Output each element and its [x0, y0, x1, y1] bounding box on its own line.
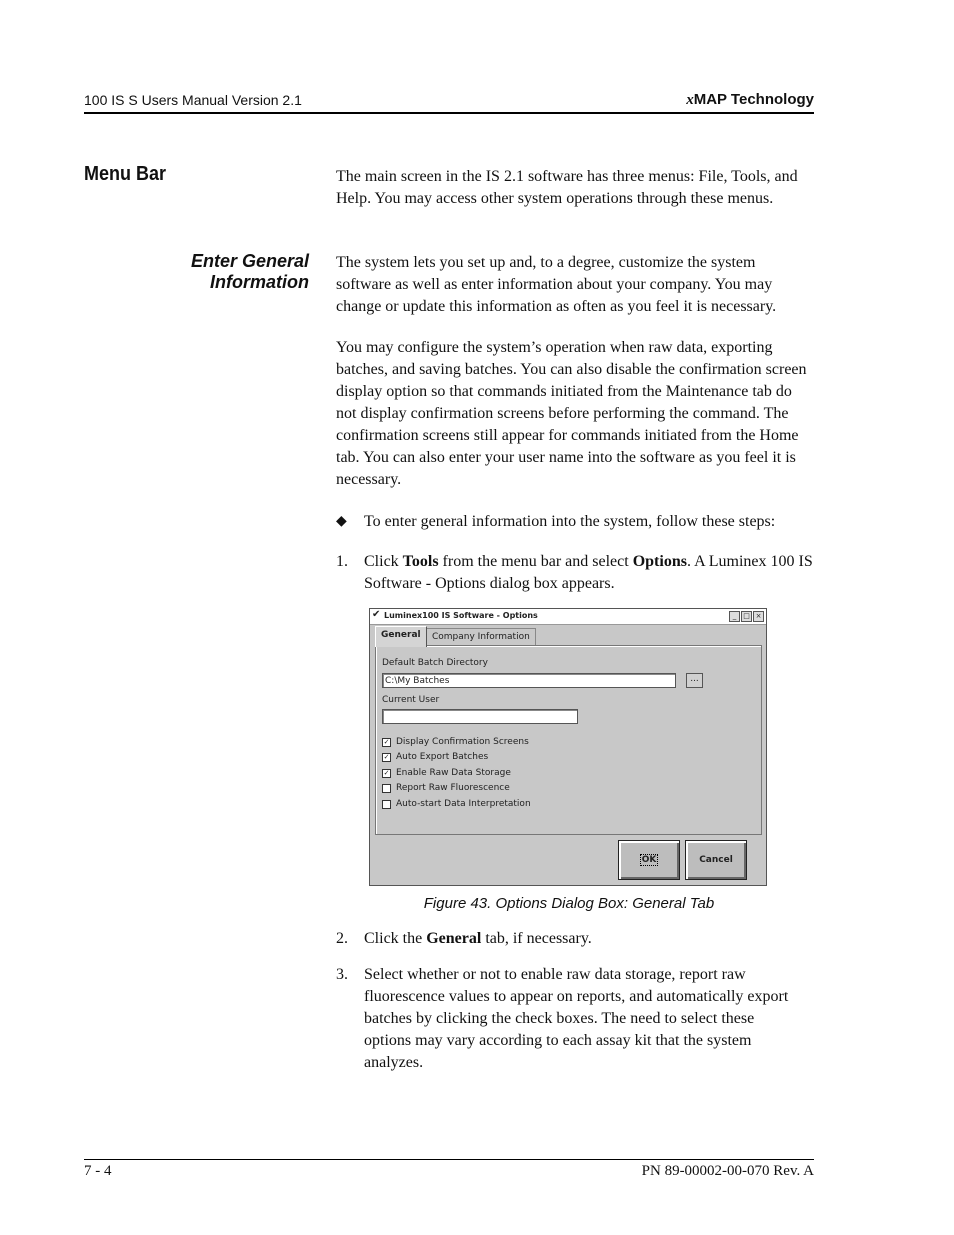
ok-label: OK — [641, 855, 657, 865]
step-3-number: 3. — [336, 966, 348, 983]
figure-caption: Figure 43. Options Dialog Box: General Tab — [423, 895, 715, 912]
checkbox-label: Report Raw Fluorescence — [396, 783, 510, 793]
window-buttons — [729, 611, 764, 622]
checkbox-box[interactable] — [382, 784, 391, 793]
checkbox-label: Auto-start Data Interpretation — [396, 799, 531, 809]
running-header-title: 100 IS S Users Manual Version 2.1 — [84, 92, 302, 108]
part-number: PN 89-00002-00-070 Rev. A — [641, 1163, 814, 1179]
step-1-text: Click Tools from the menu bar and select Options. A Luminex 100 IS Software - Options dialog box appears. — [364, 553, 813, 592]
step-1-number: 1. — [336, 553, 348, 570]
general-tab-panel — [375, 645, 762, 835]
section-heading: Menu Bar — [84, 163, 167, 185]
dialog-titlebar — [370, 609, 766, 625]
checkbox-report-raw-fluorescence[interactable] — [382, 783, 510, 793]
step-3-text: Select whether or not to enable raw data storage, report raw fluorescence values to appear on reports, and automatically export batches by clicking the check boxes. The need to select these options may vary according to each assay kit that the system analyzes. — [364, 966, 789, 1071]
page-number: 7 - 4 — [84, 1163, 112, 1179]
tab-general[interactable]: General — [375, 626, 427, 647]
dialog-title: Luminex100 IS Software - Options — [384, 611, 538, 620]
checkbox-box[interactable]: ✓ — [383, 737, 390, 746]
checkbox-label: Enable Raw Data Storage — [396, 768, 511, 778]
maximize-button[interactable]: □ — [741, 611, 752, 622]
checkbox-display-confirmation[interactable] — [382, 737, 529, 747]
checkbox-box[interactable]: ✓ — [383, 752, 390, 761]
minimize-button[interactable]: _ — [729, 611, 740, 622]
browse-button[interactable]: ... — [686, 673, 703, 688]
brand-name: MAP Technology — [693, 91, 814, 108]
app-icon: ✔ — [372, 609, 381, 620]
cancel-label: Cancel — [699, 855, 733, 865]
options-dialog — [369, 608, 767, 886]
current-user-label: Current User — [382, 695, 440, 705]
checkbox-box[interactable] — [382, 800, 391, 809]
paragraph-2: You may configure the system’s operation when raw data, exporting batches, and saving batches. You can also disable the confirmation screen display option so that commands initiated from the Maintenance tab do not display confirmation screens before performing the command. The confirmation screens still appear for commands initiated from the Home tab. You can also enter your user name into the software as you feel it is necessary. — [336, 339, 807, 488]
cancel-button[interactable] — [685, 840, 747, 880]
checkbox-auto-start-interpretation[interactable] — [382, 799, 531, 809]
footer-rule — [84, 1159, 814, 1160]
step-2-text: Click the General tab, if necessary. — [364, 930, 592, 947]
checkbox-raw-data-storage[interactable] — [382, 768, 511, 778]
checkbox-label: Display Confirmation Screens — [396, 737, 529, 747]
checkbox-box[interactable]: ✓ — [383, 768, 390, 777]
close-button[interactable]: × — [753, 611, 764, 622]
subsection-heading-line2: Information — [210, 272, 309, 292]
running-header-brand — [686, 91, 814, 109]
bullet-text: To enter general information into the system, follow these steps: — [364, 513, 776, 530]
subsection-heading — [109, 251, 309, 293]
intro-paragraph: The main screen in the IS 2.1 software has three menus: File, Tools, and Help. You may access other system operations through these menus. — [336, 168, 798, 207]
current-user-input[interactable] — [382, 709, 578, 724]
diamond-bullet-icon: ◆ — [336, 513, 347, 529]
checkbox-label: Auto Export Batches — [396, 752, 489, 762]
checkbox-auto-export[interactable] — [382, 752, 488, 762]
brand-x: x — [686, 92, 694, 108]
header-rule — [84, 112, 814, 114]
tab-company-information[interactable]: Company Information — [426, 628, 536, 646]
paragraph-1: The system lets you set up and, to a degree, customize the system software as well as enter information about your company. You may change or update this information as often as you feel it is necessary. — [336, 254, 777, 315]
default-dir-input[interactable]: C:\My Batches — [382, 673, 676, 688]
ok-button[interactable] — [618, 840, 680, 880]
subsection-heading-line1: Enter General — [190, 251, 309, 271]
step-2-number: 2. — [336, 930, 348, 947]
default-dir-label: Default Batch Directory — [382, 658, 488, 668]
